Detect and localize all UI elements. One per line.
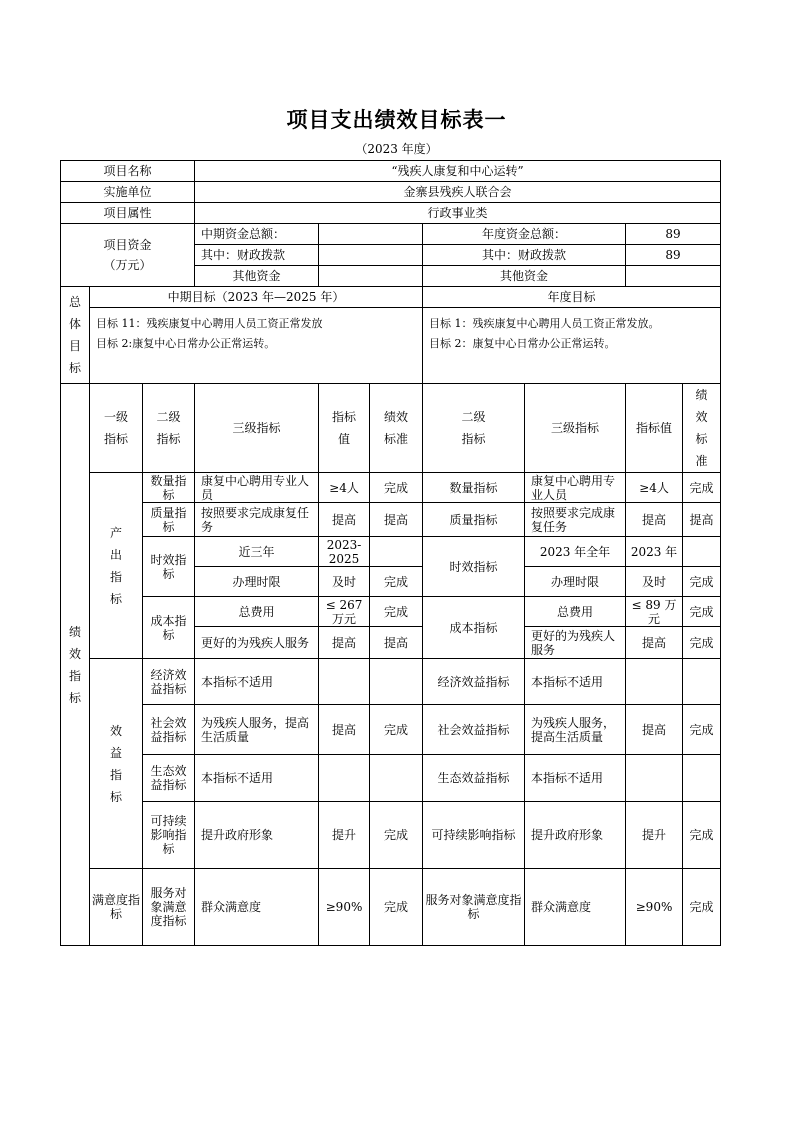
performance-table <box>60 160 721 946</box>
table-row: 完成 <box>683 869 721 946</box>
attribute-label: 项目属性 <box>61 203 195 224</box>
table-row: 康复中心聘用专业人员 <box>525 473 626 503</box>
year-perf-standard-header <box>683 384 721 473</box>
impl-unit-value: 金寨县残疾人联合会 <box>195 182 721 203</box>
impl-unit-label: 实施单位 <box>61 182 195 203</box>
table-row <box>319 755 370 802</box>
year-index-value-header: 指标值 <box>626 384 683 473</box>
table-row: 时效指标 <box>143 537 195 597</box>
level2-text: 二级指标 <box>156 410 181 446</box>
perf-standard-text: 绩效标准 <box>384 410 409 446</box>
table-row: 更好的为残疾人服务 <box>195 627 319 659</box>
mid-goal-2: 目标 2:康复中心日常办公正常运转。 <box>96 337 276 350</box>
table-row: 完成 <box>683 627 721 659</box>
table-row: 生态效益指标 <box>423 755 525 802</box>
year-fiscal-value: 89 <box>626 245 721 266</box>
table-row <box>370 659 423 705</box>
table-row: 社会效益指标 <box>423 705 525 755</box>
table-row: 经济效益指标 <box>423 659 525 705</box>
table-row: 本指标不适用 <box>525 755 626 802</box>
overall-goal-label <box>61 287 90 384</box>
output-group-text: 产出指标 <box>110 525 123 606</box>
satisfaction-group-label: 满意度指标 <box>90 869 143 946</box>
year-fiscal-label: 其中：财政拨款 <box>423 245 626 266</box>
table-row: 更好的为残疾人服务 <box>525 627 626 659</box>
mid-other-label: 其他资金 <box>195 266 319 287</box>
mid-total-label: 中期资金总额： <box>195 224 319 245</box>
index-value-text: 指标值 <box>332 410 357 446</box>
mid-total-value <box>319 224 423 245</box>
table-row: 群众满意度 <box>195 869 319 946</box>
output-group-label <box>90 473 143 659</box>
year-level3-header: 三级指标 <box>525 384 626 473</box>
table-row: 数量指标 <box>423 473 525 503</box>
table-row: 提高 <box>319 627 370 659</box>
table-row: 可持续影响指标 <box>423 802 525 869</box>
table-row: ≤ 89 万元 <box>626 597 683 627</box>
table-row: 数量指标 <box>143 473 195 503</box>
table-row: 康复中心聘用专业人员 <box>195 473 319 503</box>
table-row <box>370 537 423 567</box>
table-row: 提高 <box>370 503 423 537</box>
table-row <box>319 659 370 705</box>
table-row: 提高 <box>319 705 370 755</box>
table-row: 提高 <box>319 503 370 537</box>
table-row: 及时 <box>319 567 370 597</box>
level1-text: 一级指标 <box>104 410 129 446</box>
table-row: 近三年 <box>195 537 319 567</box>
mid-other-value <box>319 266 423 287</box>
index-value-header <box>319 384 370 473</box>
table-row: 完成 <box>370 802 423 869</box>
table-row: ≥4人 <box>319 473 370 503</box>
table-row: 总费用 <box>525 597 626 627</box>
table-row: 提高 <box>626 503 683 537</box>
year-total-value: 89 <box>626 224 721 245</box>
mid-fiscal-value <box>319 245 423 266</box>
performance-label <box>61 384 90 946</box>
table-row: ≤ 267 万元 <box>319 597 370 627</box>
table-row: 本指标不适用 <box>195 659 319 705</box>
table-row: 按照要求完成康复任务 <box>195 503 319 537</box>
table-row: 2023 年 <box>626 537 683 567</box>
table-row <box>683 755 721 802</box>
table-row: 完成 <box>683 802 721 869</box>
table-row: ≥90% <box>626 869 683 946</box>
year-goal-content <box>423 308 721 384</box>
year-other-value <box>626 266 721 287</box>
mid-goal-header: 中期目标（2023 年—2025 年） <box>90 287 423 308</box>
year-perf-standard-text: 绩效标准 <box>695 388 708 468</box>
level2-header <box>143 384 195 473</box>
funds-unit-text: （万元） <box>103 258 152 272</box>
year-total-label: 年度资金总额： <box>423 224 626 245</box>
table-row: 总费用 <box>195 597 319 627</box>
table-row: 提高 <box>370 627 423 659</box>
table-row: 完成 <box>370 567 423 597</box>
table-row: 提升 <box>319 802 370 869</box>
table-row: 完成 <box>370 473 423 503</box>
table-row: 质量指标 <box>143 503 195 537</box>
table-row: 完成 <box>370 597 423 627</box>
table-row: 完成 <box>370 705 423 755</box>
table-row: 完成 <box>683 567 721 597</box>
table-row: 服务对象满意度指标 <box>143 869 195 946</box>
table-row: ≥90% <box>319 869 370 946</box>
table-row: 2023 年全年 <box>525 537 626 567</box>
table-row: 为残疾人服务，提高生活质量 <box>195 705 319 755</box>
attribute-value: 行政事业类 <box>195 203 721 224</box>
table-row: 社会效益指标 <box>143 705 195 755</box>
table-row <box>683 537 721 567</box>
year-other-label: 其他资金 <box>423 266 626 287</box>
table-row: 完成 <box>370 869 423 946</box>
table-row <box>626 755 683 802</box>
benefit-group-label <box>90 659 143 869</box>
table-row: 服务对象满意度指标 <box>423 869 525 946</box>
table-row: 生态效益指标 <box>143 755 195 802</box>
page-title: 项目支出绩效目标表一 <box>286 107 507 132</box>
level1-header <box>90 384 143 473</box>
mid-fiscal-label: 其中：财政拨款 <box>195 245 319 266</box>
table-row: 办理时限 <box>525 567 626 597</box>
year-goal-header: 年度目标 <box>423 287 721 308</box>
table-row: 成本指标 <box>423 597 525 659</box>
table-row: 提高 <box>626 705 683 755</box>
table-row: 提升政府形象 <box>525 802 626 869</box>
table-row: 完成 <box>683 473 721 503</box>
table-row <box>370 755 423 802</box>
table-row: 群众满意度 <box>525 869 626 946</box>
overall-goal-text: 总体目标 <box>69 295 82 375</box>
table-row <box>626 659 683 705</box>
table-row: 完成 <box>683 597 721 627</box>
year-label: （2023 年度） <box>355 142 438 156</box>
perf-standard-header <box>370 384 423 473</box>
table-row: 质量指标 <box>423 503 525 537</box>
year-level2-text: 二级指标 <box>461 410 486 446</box>
project-name-label: 项目名称 <box>61 161 195 182</box>
table-row: 成本指标 <box>143 597 195 659</box>
table-row: 提升政府形象 <box>195 802 319 869</box>
table-row: 2023-2025 <box>319 537 370 567</box>
table-row: 经济效益指标 <box>143 659 195 705</box>
year-goal-2: 目标 2：康复中心日常办公正常运转。 <box>429 337 616 350</box>
table-row <box>683 659 721 705</box>
table-row: 为残疾人服务，提高生活质量 <box>525 705 626 755</box>
table-row: 按照要求完成康复任务 <box>525 503 626 537</box>
performance-text: 绩效指标 <box>69 624 82 705</box>
table-row: 及时 <box>626 567 683 597</box>
table-row: 提高 <box>683 503 721 537</box>
table-row: 本指标不适用 <box>525 659 626 705</box>
level3-header: 三级指标 <box>195 384 319 473</box>
funds-label-text: 项目资金 <box>103 238 152 252</box>
year-goal-1: 目标 1：残疾康复中心聘用人员工资正常发放。 <box>429 317 660 330</box>
project-name-value: “残疾人康复和中心运转” <box>195 161 721 182</box>
table-row: ≥4人 <box>626 473 683 503</box>
mid-goal-content <box>90 308 423 384</box>
table-row: 提升 <box>626 802 683 869</box>
table-row: 提高 <box>626 627 683 659</box>
table-row: 时效指标 <box>423 537 525 597</box>
table-row: 办理时限 <box>195 567 319 597</box>
funds-label <box>61 224 195 287</box>
table-row: 完成 <box>683 705 721 755</box>
table-row: 本指标不适用 <box>195 755 319 802</box>
benefit-group-text: 效益指标 <box>110 723 123 804</box>
table-row: 可持续影响指标 <box>143 802 195 869</box>
mid-goal-1: 目标 11：残疾康复中心聘用人员工资正常发放 <box>96 317 323 330</box>
year-level2-header <box>423 384 525 473</box>
